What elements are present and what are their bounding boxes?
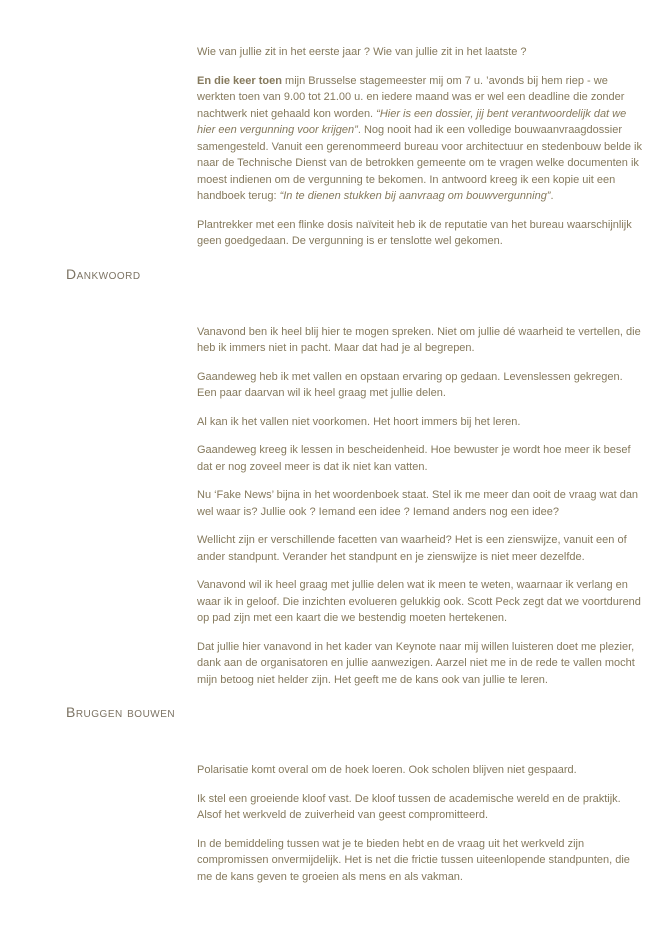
paragraph: Nu ‘Fake News’ bijna in het woordenboek staat. Stel ik me meer dan ooit de vraag wat dan wel waar is? Jullie ook ? Iemand een idee ? Iemand anders nog een idee? (197, 489, 639, 518)
paragraph-story-conclusion: Plantrekker met een flinke dosis naïviteit heb ik de reputatie van het bureau waarschijnlijk geen goedgedaan. De vergunning is er tenslotte wel gekomen. (197, 218, 632, 247)
paragraph: Dat jullie hier vanavond in het kader van Keynote naar mij willen luisteren doet me plezier, dank aan de organisatoren en jullie aanwezigen. Aarzel niet me in de rede te vallen mocht mijn betoog niet helder zijn. Het geeft me de kans ook van jullie te leren. (197, 640, 635, 686)
text-run-italic: “Hier is een dossier, jij bent verantwoordelijk dat we hier een vergunning voor krijgen” (197, 107, 627, 136)
paragraph: Al kan ik het vallen niet voorkomen. Het hoort immers bij het leren. (197, 415, 521, 428)
paragraph: In de bemiddeling tussen wat je te bieden hebt en de vraag uit het werkveld zijn compromissen onvermijdelijk. Het is net die frictie tussen uiteenlopende standpunten, die me de kans geven te groeien als mens en als vakman. (197, 837, 630, 883)
paragraph: Vanavond wil ik heel graag met jullie delen wat ik meen te weten, waarnaar ik verlang en waar ik in geloof. Die inzichten evolueren gelukkig ook. Scott Peck zegt dat we voortdurend op pad zijn met een kaart die we bestendig moeten hertekenen. (197, 579, 641, 624)
text-run: mijn Brusselse stagemeester mij om 7 u. ’avonds bij hem riep - we werkten toen van 9.00 tot 21.00 u. en iedere maand was er wel een deadline die zonder nachtwerk niet gehaald kon worden. (197, 74, 625, 120)
paragraph-intro-question: Wie van jullie zit in het eerste jaar ? Wie van jullie zit in het laatste ? (197, 46, 527, 58)
paragraph: Gaandeweg kreeg ik lessen in bescheidenheid. Hoe bewuster je wordt hoe meer ik besef dat er nog zoveel meer is dat ik niet kan vatten. (197, 444, 631, 473)
paragraph: Polarisatie komt overal om de hoek loeren. Ook scholen blijven niet gespaard. (197, 764, 577, 776)
paragraph: Gaandeweg heb ik met vallen en opstaan ervaring op gedaan. Levenslessen gekregen. Een paar daarvan wil ik heel graag met jullie delen. (197, 370, 623, 399)
text-run: . Nog nooit had ik een volledige bouwaanvraagdossier samengesteld. Vanuit een gerenommeerd bureau voor architectuur en stedenbouw belde ik naar de Technische Dienst van de betrokken gemeente om te vragen welke documenten ik moest indienen om de vergunning te bekomen. In antwoord kreeg ik een kopie uit een handboek terug: (197, 124, 642, 202)
paragraph-story (197, 73, 642, 205)
text-run: . (550, 190, 554, 202)
paragraph: Wellicht zijn er verschillende facetten van waarheid? Het is een zienswijze, vanuit een of ander standpunt. Verander het standpunt en je zienswijze is niet meer dezelfde. (197, 534, 627, 563)
paragraph: Ik stel een groeiende kloof vast. De kloof tussen de academische wereld en de praktijk. Alsof het werkveld de zuiverheid van geest compromitteerd. (197, 792, 621, 821)
text-run-bold: En die keer toen (197, 74, 286, 87)
section-heading-bruggen-bouwen: Bruggen bouwen (66, 704, 176, 720)
text-run-italic: “In te dienen stukken bij aanvraag om bouwvergunning” (279, 190, 551, 202)
section-heading-dankwoord: Dankwoord (66, 265, 141, 282)
paragraph: Vanavond ben ik heel blij hier te mogen spreken. Niet om jullie dé waarheid te vertellen, die heb ik immers niet in pacht. Maar dat had je al begrepen. (197, 325, 641, 354)
